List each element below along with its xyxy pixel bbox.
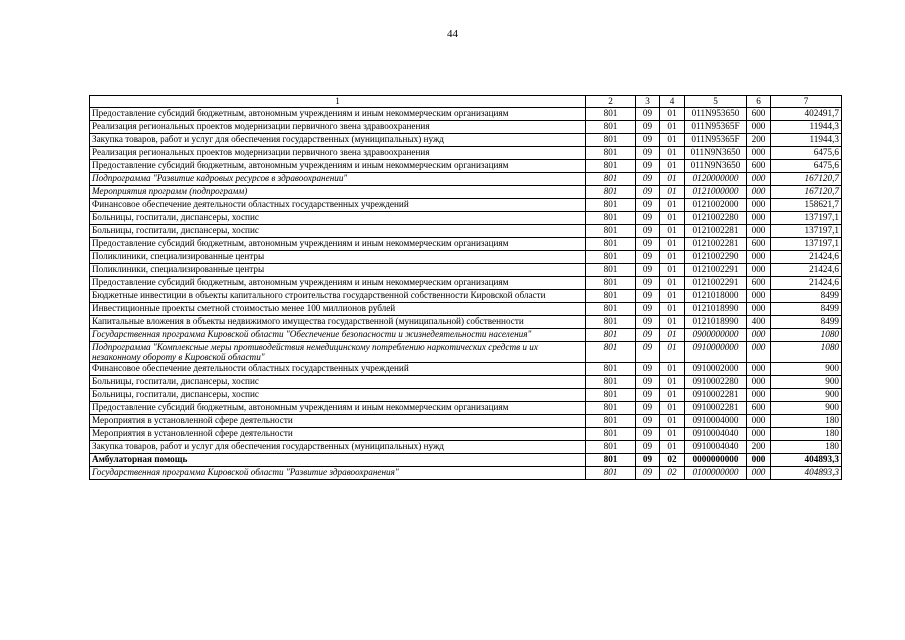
table-row — [90, 134, 842, 147]
subsection-code-cell: 01 — [660, 402, 685, 415]
amount-cell: 1080 — [771, 329, 842, 342]
table-row — [90, 212, 842, 225]
section-code-cell: 09 — [636, 389, 660, 402]
table-header-row — [90, 96, 842, 108]
expense-type-cell: 000 — [747, 329, 771, 342]
ministry-code-cell: 801 — [586, 199, 636, 212]
ministry-code-cell: 801 — [586, 342, 636, 363]
target-article-cell: 0121018990 — [685, 303, 747, 316]
expense-name-cell: Реализация региональных проектов модернизации первичного звена здравоохранения — [90, 121, 586, 134]
ministry-code-cell: 801 — [586, 467, 636, 480]
table-row — [90, 428, 842, 441]
target-article-cell: 0121000000 — [685, 186, 747, 199]
amount-cell: 137197,1 — [771, 212, 842, 225]
subsection-code-cell: 01 — [660, 160, 685, 173]
table-row — [90, 225, 842, 238]
expense-type-cell: 000 — [747, 454, 771, 467]
section-code-cell: 09 — [636, 121, 660, 134]
expense-type-cell: 000 — [747, 303, 771, 316]
amount-cell: 167120,7 — [771, 186, 842, 199]
expense-name-cell: Поликлиники, специализированные центры — [90, 264, 586, 277]
ministry-code-cell: 801 — [586, 108, 636, 121]
expense-name-cell: Инвестиционные проекты сметной стоимостью менее 100 миллионов рублей — [90, 303, 586, 316]
subsection-code-cell: 01 — [660, 303, 685, 316]
expense-type-cell: 000 — [747, 147, 771, 160]
ministry-code-cell: 801 — [586, 173, 636, 186]
expense-name-cell: Поликлиники, специализированные центры — [90, 251, 586, 264]
table-row — [90, 402, 842, 415]
subsection-code-cell: 01 — [660, 147, 685, 160]
expense-name-cell: Реализация региональных проектов модернизации первичного звена здравоохранения — [90, 147, 586, 160]
expense-type-cell: 000 — [747, 264, 771, 277]
expense-name-cell: Финансовое обеспечение деятельности областных государственных учреждений — [90, 363, 586, 376]
table-row — [90, 363, 842, 376]
ministry-code-cell: 801 — [586, 134, 636, 147]
section-code-cell: 09 — [636, 212, 660, 225]
target-article-cell: 0121018000 — [685, 290, 747, 303]
expense-name-cell: Мероприятия программ (подпрограмм) — [90, 186, 586, 199]
target-article-cell: 011N953650 — [685, 108, 747, 121]
target-article-cell: 0121002000 — [685, 199, 747, 212]
budget-table — [89, 95, 842, 480]
table-row — [90, 342, 842, 363]
expense-type-cell: 000 — [747, 199, 771, 212]
section-code-cell: 09 — [636, 329, 660, 342]
amount-cell: 11944,3 — [771, 134, 842, 147]
table-row — [90, 199, 842, 212]
subsection-code-cell: 01 — [660, 186, 685, 199]
expense-name-cell: Подпрограмма "Комплексные меры противодействия немедицинскому потреблению наркотических средств и их незаконному обороту в Кировской области" — [90, 342, 586, 363]
target-article-cell: 0121002281 — [685, 238, 747, 251]
section-code-cell: 09 — [636, 238, 660, 251]
table-row — [90, 277, 842, 290]
ministry-code-cell: 801 — [586, 402, 636, 415]
subsection-code-cell: 01 — [660, 389, 685, 402]
header-cell: 2 — [586, 96, 636, 108]
ministry-code-cell: 801 — [586, 303, 636, 316]
amount-cell: 404893,3 — [771, 467, 842, 480]
expense-name-cell: Мероприятия в установленной сфере деятельности — [90, 428, 586, 441]
header-cell: 3 — [636, 96, 660, 108]
expense-name-cell: Предоставление субсидий бюджетным, автономным учреждениям и иным некоммерческим организациям — [90, 277, 586, 290]
target-article-cell: 0121002291 — [685, 264, 747, 277]
section-code-cell: 09 — [636, 251, 660, 264]
target-article-cell: 0910002281 — [685, 389, 747, 402]
subsection-code-cell: 01 — [660, 225, 685, 238]
table-row — [90, 160, 842, 173]
target-article-cell: 0121002280 — [685, 212, 747, 225]
ministry-code-cell: 801 — [586, 147, 636, 160]
expense-type-cell: 000 — [747, 342, 771, 363]
expense-type-cell: 000 — [747, 389, 771, 402]
target-article-cell: 011N9N3650 — [685, 160, 747, 173]
expense-type-cell: 000 — [747, 415, 771, 428]
amount-cell: 21424,6 — [771, 264, 842, 277]
amount-cell: 6475,6 — [771, 147, 842, 160]
expense-name-cell: Закупка товаров, работ и услуг для обеспечения государственных (муниципальных) нужд — [90, 134, 586, 147]
amount-cell: 404893,3 — [771, 454, 842, 467]
expense-type-cell: 000 — [747, 212, 771, 225]
amount-cell: 158621,7 — [771, 199, 842, 212]
subsection-code-cell: 01 — [660, 251, 685, 264]
section-code-cell: 09 — [636, 186, 660, 199]
ministry-code-cell: 801 — [586, 441, 636, 454]
subsection-code-cell: 01 — [660, 238, 685, 251]
subsection-code-cell: 01 — [660, 363, 685, 376]
table-row — [90, 238, 842, 251]
section-code-cell: 09 — [636, 316, 660, 329]
expense-name-cell: Государственная программа Кировской области "Обеспечение безопасности и жизнедеятельности населения" — [90, 329, 586, 342]
target-article-cell: 011N9N3650 — [685, 147, 747, 160]
ministry-code-cell: 801 — [586, 363, 636, 376]
subsection-code-cell: 01 — [660, 415, 685, 428]
header-cell: 7 — [771, 96, 842, 108]
ministry-code-cell: 801 — [586, 454, 636, 467]
section-code-cell: 09 — [636, 160, 660, 173]
section-code-cell: 09 — [636, 428, 660, 441]
amount-cell: 900 — [771, 402, 842, 415]
table-row — [90, 376, 842, 389]
target-article-cell: 011N95365F — [685, 134, 747, 147]
subsection-code-cell: 01 — [660, 121, 685, 134]
header-cell: 5 — [685, 96, 747, 108]
table-row — [90, 108, 842, 121]
subsection-code-cell: 01 — [660, 342, 685, 363]
expense-type-cell: 600 — [747, 402, 771, 415]
target-article-cell: 0121002290 — [685, 251, 747, 264]
amount-cell: 900 — [771, 363, 842, 376]
amount-cell: 8499 — [771, 290, 842, 303]
subsection-code-cell: 01 — [660, 264, 685, 277]
target-article-cell: 0120000000 — [685, 173, 747, 186]
ministry-code-cell: 801 — [586, 186, 636, 199]
table-row — [90, 441, 842, 454]
ministry-code-cell: 801 — [586, 415, 636, 428]
expense-type-cell: 200 — [747, 134, 771, 147]
subsection-code-cell: 01 — [660, 173, 685, 186]
expense-type-cell: 600 — [747, 238, 771, 251]
amount-cell: 900 — [771, 376, 842, 389]
target-article-cell: 0910002281 — [685, 402, 747, 415]
subsection-code-cell: 01 — [660, 199, 685, 212]
expense-type-cell: 000 — [747, 173, 771, 186]
expense-type-cell: 000 — [747, 363, 771, 376]
subsection-code-cell: 02 — [660, 454, 685, 467]
header-cell: 1 — [90, 96, 586, 108]
target-article-cell: 0121002291 — [685, 277, 747, 290]
expense-type-cell: 000 — [747, 251, 771, 264]
target-article-cell: 0100000000 — [685, 467, 747, 480]
target-article-cell: 0910002280 — [685, 376, 747, 389]
table-row — [90, 454, 842, 467]
target-article-cell: 0910002000 — [685, 363, 747, 376]
expense-type-cell: 000 — [747, 467, 771, 480]
amount-cell: 180 — [771, 428, 842, 441]
subsection-code-cell: 01 — [660, 290, 685, 303]
table-row — [90, 121, 842, 134]
page-number: 44 — [447, 28, 458, 40]
subsection-code-cell: 01 — [660, 277, 685, 290]
ministry-code-cell: 801 — [586, 329, 636, 342]
subsection-code-cell: 01 — [660, 428, 685, 441]
table-row — [90, 173, 842, 186]
section-code-cell: 09 — [636, 108, 660, 121]
table-row — [90, 251, 842, 264]
expense-type-cell: 600 — [747, 108, 771, 121]
table-row — [90, 329, 842, 342]
amount-cell: 900 — [771, 389, 842, 402]
amount-cell: 11944,3 — [771, 121, 842, 134]
section-code-cell: 09 — [636, 199, 660, 212]
table-row — [90, 186, 842, 199]
expense-type-cell: 000 — [747, 376, 771, 389]
table-body — [90, 108, 842, 480]
amount-cell: 21424,6 — [771, 251, 842, 264]
expense-name-cell: Государственная программа Кировской области "Развитие здравоохранения" — [90, 467, 586, 480]
section-code-cell: 09 — [636, 454, 660, 467]
subsection-code-cell: 01 — [660, 376, 685, 389]
section-code-cell: 09 — [636, 402, 660, 415]
expense-type-cell: 000 — [747, 428, 771, 441]
expense-name-cell: Финансовое обеспечение деятельности областных государственных учреждений — [90, 199, 586, 212]
expense-name-cell: Больницы, госпитали, диспансеры, хоспис — [90, 389, 586, 402]
expense-name-cell: Предоставление субсидий бюджетным, автономным учреждениям и иным некоммерческим организациям — [90, 160, 586, 173]
target-article-cell: 0900000000 — [685, 329, 747, 342]
subsection-code-cell: 01 — [660, 134, 685, 147]
amount-cell: 1080 — [771, 342, 842, 363]
expense-name-cell: Предоставление субсидий бюджетным, автономным учреждениям и иным некоммерческим организациям — [90, 402, 586, 415]
table-row — [90, 147, 842, 160]
ministry-code-cell: 801 — [586, 264, 636, 277]
ministry-code-cell: 801 — [586, 290, 636, 303]
target-article-cell: 0910004000 — [685, 415, 747, 428]
expense-name-cell: Капитальные вложения в объекты недвижимого имущества государственной (муниципальной) собственности — [90, 316, 586, 329]
ministry-code-cell: 801 — [586, 316, 636, 329]
amount-cell: 21424,6 — [771, 277, 842, 290]
expense-name-cell: Больницы, госпитали, диспансеры, хоспис — [90, 225, 586, 238]
amount-cell: 137197,1 — [771, 238, 842, 251]
subsection-code-cell: 01 — [660, 108, 685, 121]
target-article-cell: 0910000000 — [685, 342, 747, 363]
expense-type-cell: 600 — [747, 160, 771, 173]
section-code-cell: 09 — [636, 376, 660, 389]
expense-type-cell: 000 — [747, 121, 771, 134]
section-code-cell: 09 — [636, 441, 660, 454]
amount-cell: 180 — [771, 441, 842, 454]
target-article-cell: 011N95365F — [685, 121, 747, 134]
table-row — [90, 303, 842, 316]
target-article-cell: 0910004040 — [685, 428, 747, 441]
table-row — [90, 316, 842, 329]
expense-name-cell: Больницы, госпитали, диспансеры, хоспис — [90, 212, 586, 225]
section-code-cell: 09 — [636, 467, 660, 480]
target-article-cell: 0121002281 — [685, 225, 747, 238]
subsection-code-cell: 01 — [660, 316, 685, 329]
section-code-cell: 09 — [636, 134, 660, 147]
ministry-code-cell: 801 — [586, 376, 636, 389]
subsection-code-cell: 01 — [660, 441, 685, 454]
subsection-code-cell: 01 — [660, 212, 685, 225]
table-row — [90, 415, 842, 428]
ministry-code-cell: 801 — [586, 277, 636, 290]
expense-name-cell: Закупка товаров, работ и услуг для обеспечения государственных (муниципальных) нужд — [90, 441, 586, 454]
expense-type-cell: 000 — [747, 225, 771, 238]
section-code-cell: 09 — [636, 415, 660, 428]
section-code-cell: 09 — [636, 277, 660, 290]
amount-cell: 8499 — [771, 303, 842, 316]
header-cell: 6 — [747, 96, 771, 108]
section-code-cell: 09 — [636, 173, 660, 186]
expense-type-cell: 400 — [747, 316, 771, 329]
target-article-cell: 0121018990 — [685, 316, 747, 329]
expense-name-cell: Больницы, госпитали, диспансеры, хоспис — [90, 376, 586, 389]
expense-type-cell: 200 — [747, 441, 771, 454]
section-code-cell: 09 — [636, 342, 660, 363]
expense-name-cell: Подпрограмма "Развитие кадровых ресурсов в здравоохранении" — [90, 173, 586, 186]
section-code-cell: 09 — [636, 290, 660, 303]
subsection-code-cell: 02 — [660, 467, 685, 480]
table-row — [90, 467, 842, 480]
section-code-cell: 09 — [636, 303, 660, 316]
header-cell: 4 — [660, 96, 685, 108]
ministry-code-cell: 801 — [586, 225, 636, 238]
target-article-cell: 0000000000 — [685, 454, 747, 467]
ministry-code-cell: 801 — [586, 428, 636, 441]
expense-type-cell: 600 — [747, 277, 771, 290]
expense-name-cell: Предоставление субсидий бюджетным, автономным учреждениям и иным некоммерческим организациям — [90, 238, 586, 251]
amount-cell: 6475,6 — [771, 160, 842, 173]
section-code-cell: 09 — [636, 225, 660, 238]
ministry-code-cell: 801 — [586, 121, 636, 134]
expense-name-cell: Амбулаторная помощь — [90, 454, 586, 467]
amount-cell: 180 — [771, 415, 842, 428]
ministry-code-cell: 801 — [586, 238, 636, 251]
target-article-cell: 0910004040 — [685, 441, 747, 454]
subsection-code-cell: 01 — [660, 329, 685, 342]
section-code-cell: 09 — [636, 363, 660, 376]
amount-cell: 8499 — [771, 316, 842, 329]
expense-name-cell: Бюджетные инвестиции в объекты капитального строительства государственной собственности Кировской области — [90, 290, 586, 303]
ministry-code-cell: 801 — [586, 251, 636, 264]
expense-type-cell: 000 — [747, 186, 771, 199]
section-code-cell: 09 — [636, 264, 660, 277]
expense-type-cell: 000 — [747, 290, 771, 303]
amount-cell: 402491,7 — [771, 108, 842, 121]
ministry-code-cell: 801 — [586, 389, 636, 402]
section-code-cell: 09 — [636, 147, 660, 160]
ministry-code-cell: 801 — [586, 212, 636, 225]
ministry-code-cell: 801 — [586, 160, 636, 173]
expense-name-cell: Предоставление субсидий бюджетным, автономным учреждениям и иным некоммерческим организациям — [90, 108, 586, 121]
table-row — [90, 389, 842, 402]
amount-cell: 167120,7 — [771, 173, 842, 186]
table-row — [90, 290, 842, 303]
table-row — [90, 264, 842, 277]
amount-cell: 137197,1 — [771, 225, 842, 238]
expense-name-cell: Мероприятия в установленной сфере деятельности — [90, 415, 586, 428]
